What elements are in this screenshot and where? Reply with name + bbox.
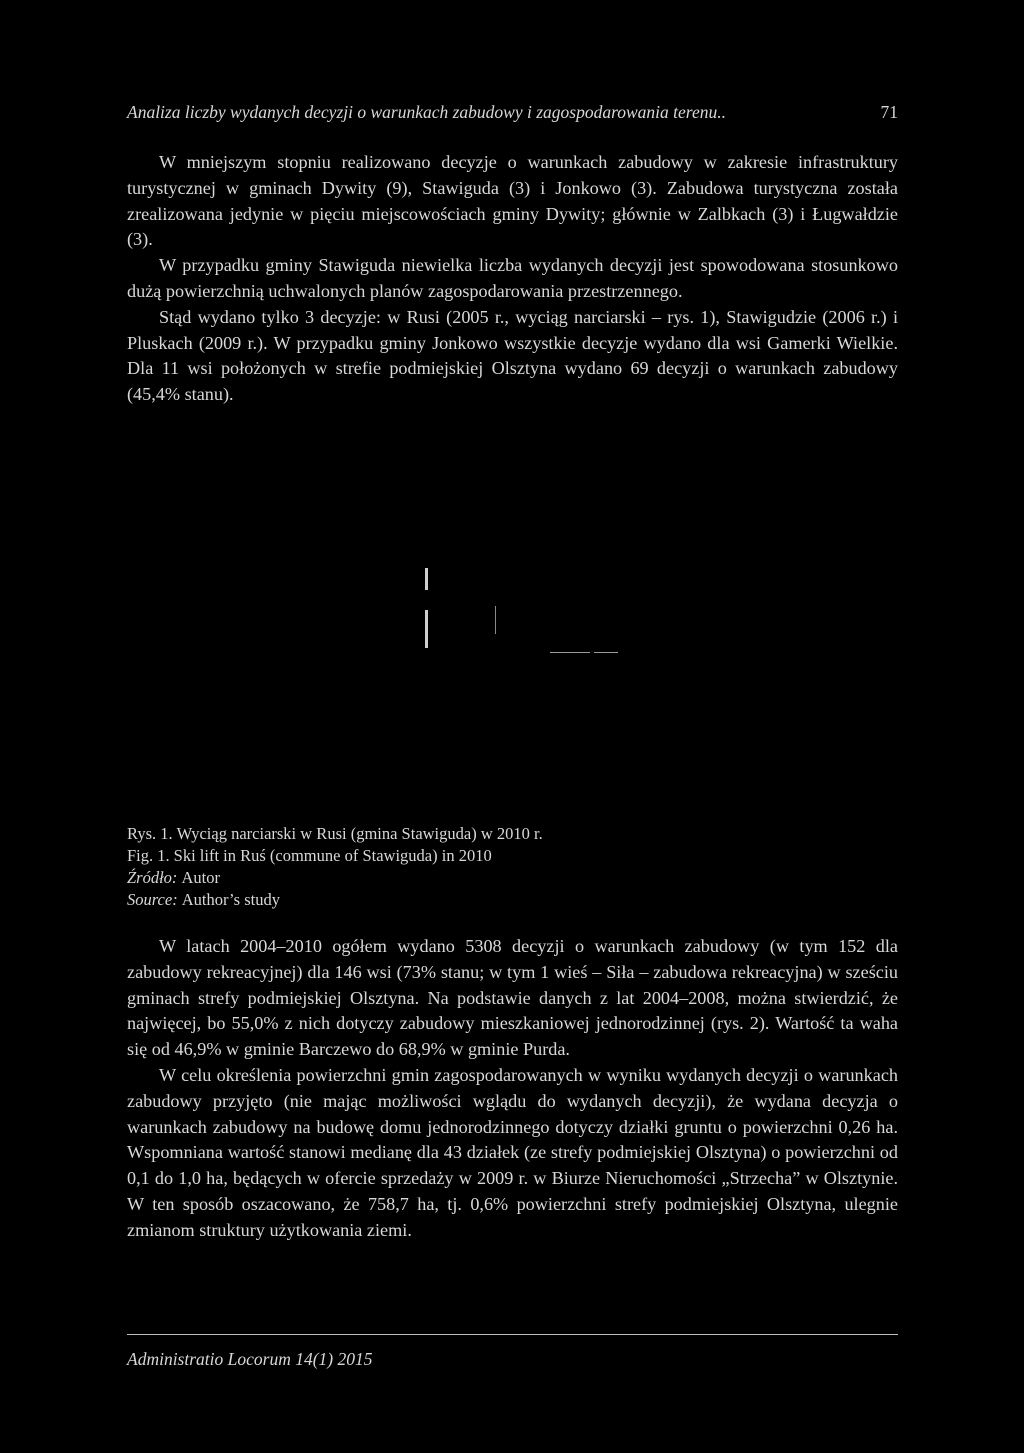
- body-text-bottom: [127, 934, 898, 1244]
- source-en-text: Author’s study: [181, 890, 280, 909]
- source-en: [127, 889, 898, 911]
- source-en-label: Source:: [127, 890, 178, 909]
- journal-footer: Administratio Locorum 14(1) 2015: [127, 1349, 373, 1369]
- ski-lift-photo: [395, 548, 635, 668]
- paragraph: Stąd wydano tylko 3 decyzje: w Rusi (2005 r., wyciąg narciarski – rys. 1), Stawigudzie (2006 r.) i Pluskach (2009 r.). W przypadku gminy Jonkowo wszystkie decyzje wydano dla wsi Gamerki Wielkie. Dla 11 wsi położonych w strefie podmiejskiej Olsztyna wydano 69 decyzji o warunkach zabudowy (45,4% stanu).: [127, 306, 898, 405]
- paragraph: W latach 2004–2010 ogółem wydano 5308 decyzji o warunkach zabudowy (w tym 152 dla zabudowy rekreacyjnej) dla 146 wsi (73% stanu; w tym 1 wieś – Siła – zabudowa rekreacyjna) w sześciu gminach strefy podmiejskiej Olsztyna. Na podstawie danych z lat 2004–2008, można stwierdzić, że najwięcej, bo 55,0% z nich dotyczy zabudowy mieszkaniowej jednorodzinnej (rys. 2). Wartość ta waha się od 46,9% w gminie Barczewo do 68,9% w gminie Purda.: [127, 936, 898, 1060]
- source-pl-text: Autor: [181, 868, 220, 887]
- lift-pole-mark: [425, 568, 428, 590]
- running-header: [127, 102, 898, 123]
- caption-en-text: Ski lift in Ruś (commune of Stawiguda) in 2010: [173, 846, 492, 865]
- paragraph: W przypadku gminy Stawiguda niewielka liczba wydanych decyzji jest spowodowana stosunkowo dużą powierzchnią uchwalonych planów zagospodarowania przestrzennego.: [127, 255, 898, 301]
- lift-pole-mark: [425, 610, 428, 648]
- horizon-line-mark: [594, 652, 618, 653]
- running-header-title: Analiza liczby wydanych decyzji o warunkach zabudowy i zagospodarowania terenu..: [127, 102, 726, 122]
- caption-en: [127, 845, 898, 867]
- paragraph: W mniejszym stopniu realizowano decyzje o warunkach zabudowy w zakresie infrastruktury turystycznej w gminach Dywity (9), Stawiguda (3) i Jonkowo (3). Zabudowa turystyczna została zrealizowana jedynie w pięciu miejscowościach gminy Dywity; głównie w Zalbkach (3) i Ługwałdzie (3).: [127, 152, 898, 250]
- lift-cable-mark: [495, 606, 496, 634]
- source-pl: [127, 867, 898, 889]
- caption-pl: [127, 823, 898, 845]
- caption-en-label: Fig. 1.: [127, 846, 170, 865]
- footer-divider: [127, 1334, 898, 1335]
- body-text-top: [127, 150, 898, 408]
- caption-pl-text: Wyciąg narciarski w Rusi (gmina Stawiguda) w 2010 r.: [176, 824, 543, 843]
- page-number: 71: [880, 102, 898, 122]
- source-pl-label: Źródło:: [127, 868, 178, 887]
- paragraph: W celu określenia powierzchni gmin zagospodarowanych w wyniku wydanych decyzji o warunkach zabudowy przyjęto (nie mając możliwości wglądu do wydanych decyzji), że wydana decyzja o warunkach zabudowy na budowę domu jednorodzinnego dotyczy działki gruntu o powierzchni 0,26 ha. Wspomniana wartość stanowi medianę dla 43 działek (ze strefy podmiejskiej Olsztyna) o powierzchni od 0,1 do 1,0 ha, będących w ofercie sprzedaży w 2009 r. w Biurze Nieruchomości „Strzecha” w Olsztynie. W ten sposób oszacowano, że 758,7 ha, tj. 0,6% powierzchni strefy podmiejskiej Olsztyna, ulegnie zmianom struktury użytkowania ziemi.: [127, 1064, 898, 1240]
- figure-caption: [127, 823, 898, 911]
- caption-pl-label: Rys. 1.: [127, 824, 173, 843]
- horizon-line-mark: [550, 652, 590, 653]
